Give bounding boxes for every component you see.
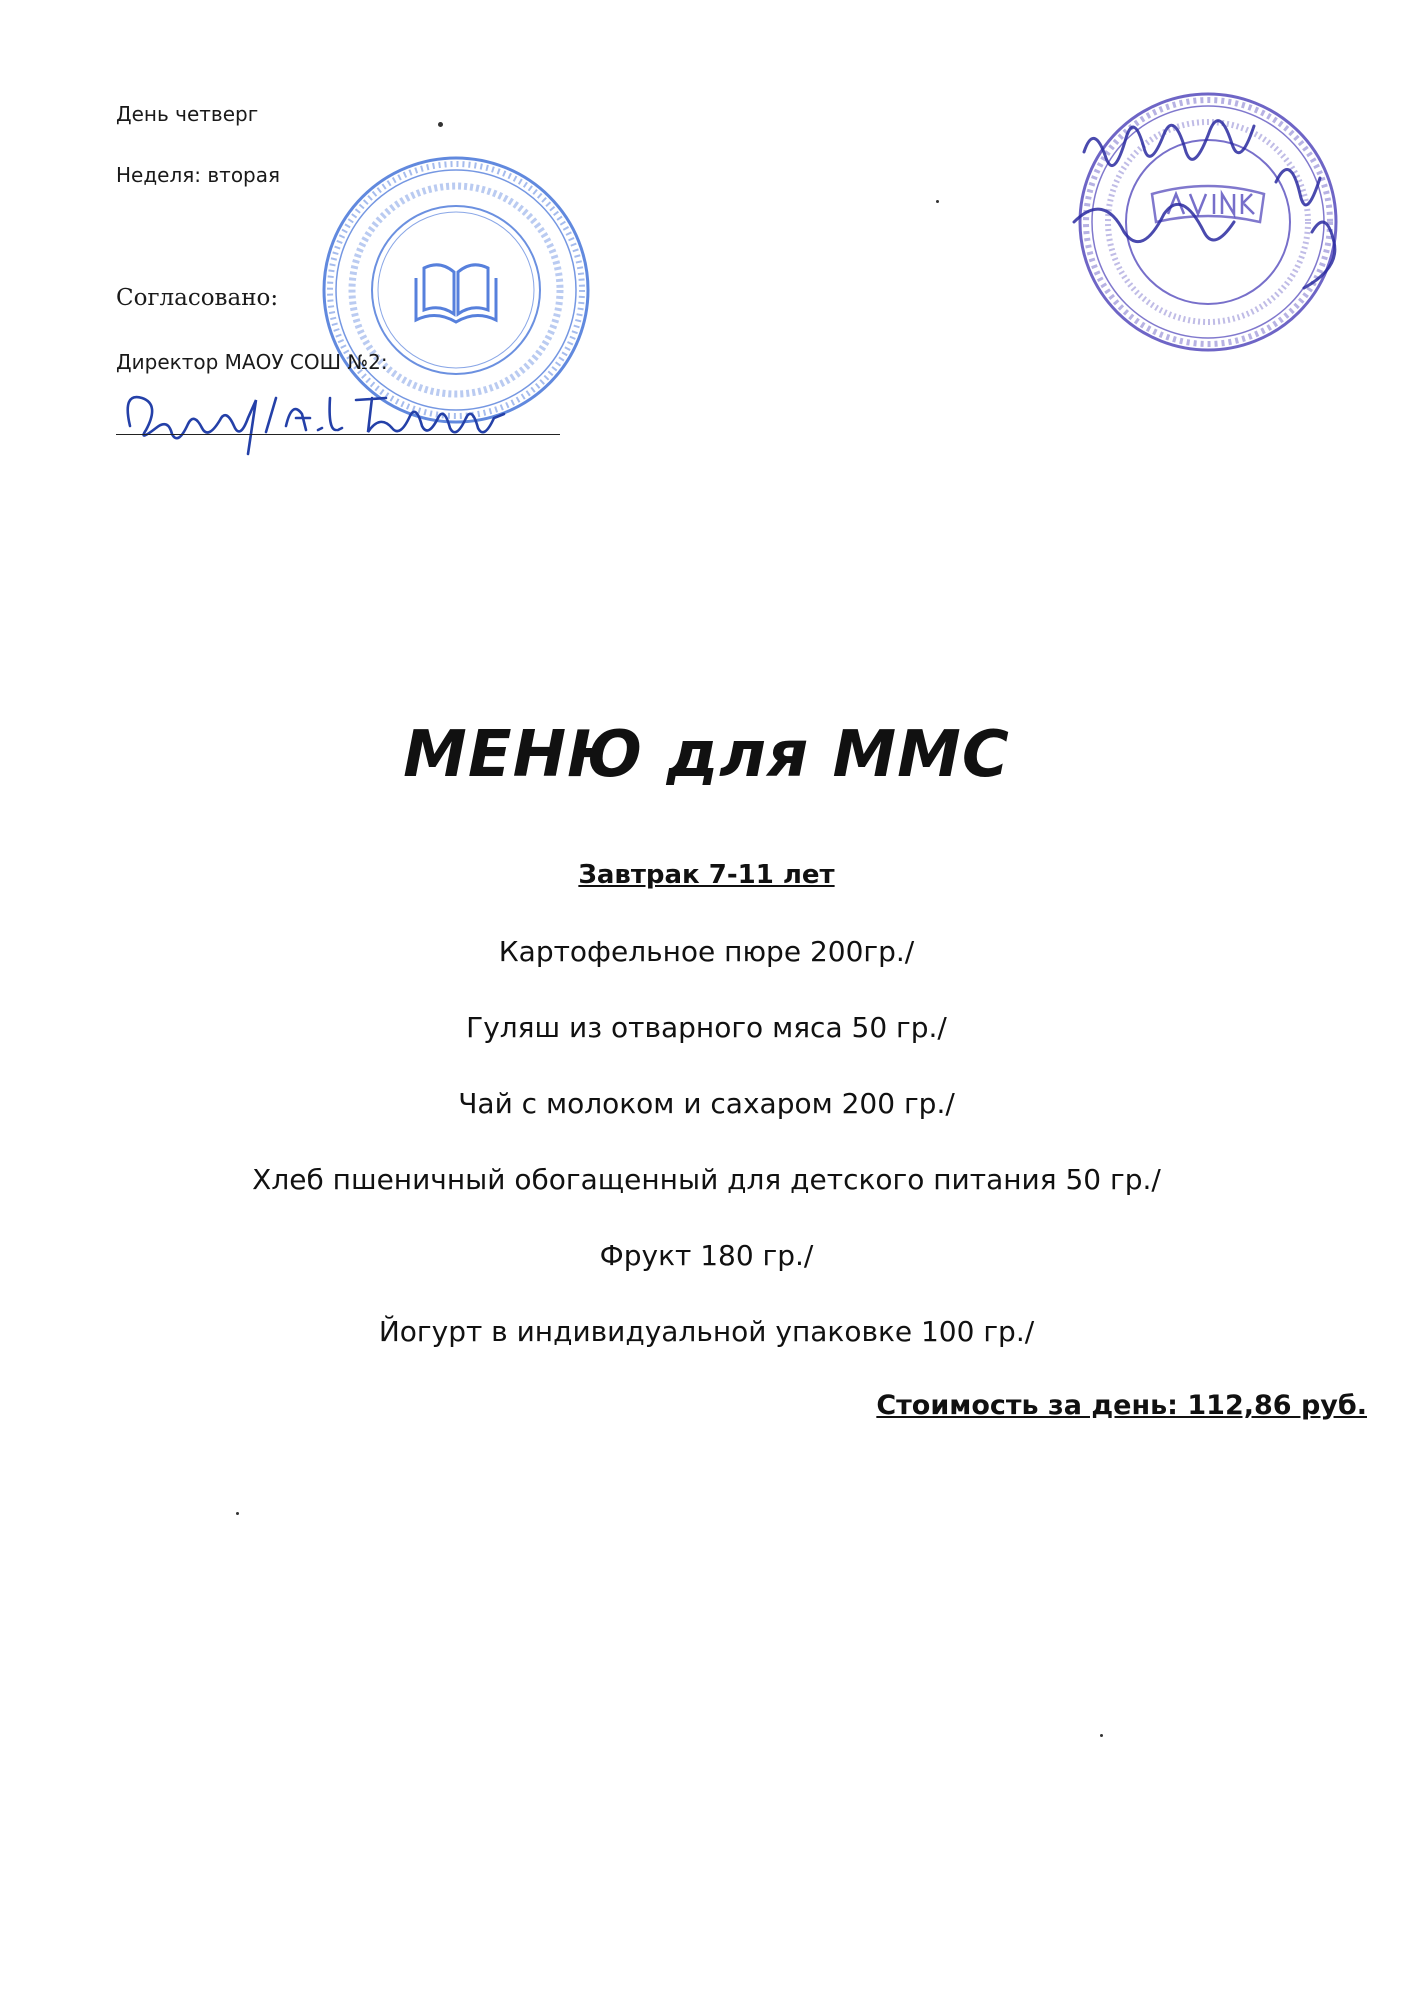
scan-speck: [936, 200, 939, 203]
director-signature: [116, 378, 516, 458]
menu-item: Йогурт в индивидуальной упаковке 100 гр./: [378, 1315, 1035, 1348]
week-label: Неделя: вторая: [116, 163, 281, 187]
daily-cost: Стоимость за день: 112,86 руб.: [876, 1390, 1367, 1421]
scan-speck: [236, 1512, 239, 1515]
signature-line: [116, 434, 560, 435]
book-icon: [416, 265, 496, 322]
agreed-label: Согласовано:: [116, 285, 279, 311]
menu-item: Картофельное пюре 200гр./: [498, 935, 915, 968]
menu-item: Фрукт 180 гр./: [599, 1239, 814, 1272]
scan-speck: [1100, 1734, 1103, 1737]
menu-item: Хлеб пшеничный обогащенный для детского питания 50 гр./: [252, 1163, 1161, 1196]
menu-item: Чай с молоком и сахаром 200 гр./: [458, 1087, 955, 1120]
meal-heading: Завтрак 7-11 лет: [578, 860, 835, 890]
menu-item: Гуляш из отварного мяса 50 гр./: [466, 1011, 947, 1044]
scan-speck: [438, 122, 443, 127]
menu-title: МЕНЮ для ММС: [403, 718, 1010, 792]
director-label: Директор МАОУ СОШ №2:: [116, 350, 388, 374]
menu-list: [0, 930, 1413, 1386]
company-stamp: [1064, 82, 1352, 362]
day-label: День четверг: [116, 102, 259, 126]
